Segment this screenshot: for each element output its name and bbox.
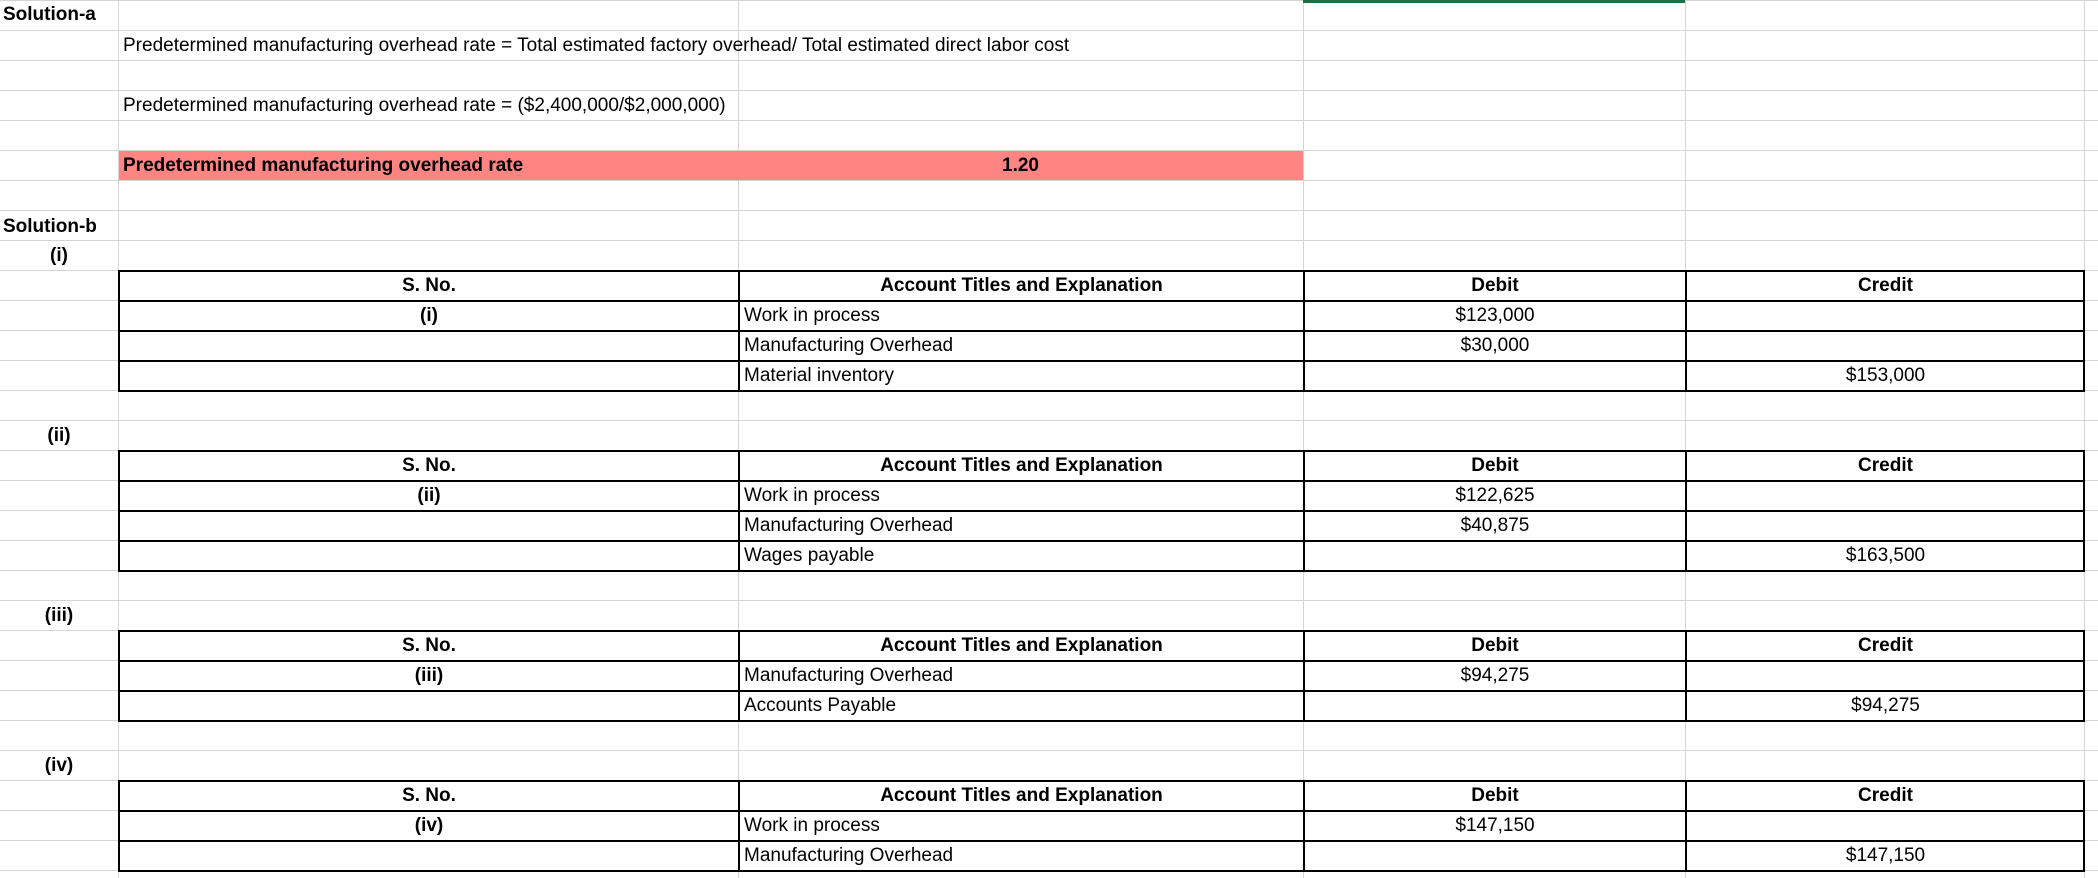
header-account[interactable]: Account Titles and Explanation	[880, 455, 1163, 476]
account-cell[interactable]: Work in process	[744, 305, 880, 326]
header-debit[interactable]: Debit	[1471, 785, 1519, 806]
gridline	[0, 240, 2098, 241]
header-debit[interactable]: Debit	[1471, 275, 1519, 296]
entry-label[interactable]: (ii)	[47, 425, 71, 446]
sno-cell[interactable]: (iii)	[414, 665, 444, 686]
credit-cell[interactable]	[1687, 661, 2084, 691]
calculation-text[interactable]: Predetermined manufacturing overhead rate = ($2,400,000/$2,000,000)	[123, 95, 726, 116]
credit-cell[interactable]: $94,275	[1851, 695, 1920, 716]
solution-a-label[interactable]: Solution-a	[3, 4, 96, 25]
gridline	[0, 600, 2098, 601]
header-sno[interactable]: S. No.	[402, 455, 456, 476]
debit-cell[interactable]	[1305, 361, 1685, 391]
header-credit[interactable]: Credit	[1858, 635, 1913, 656]
credit-cell[interactable]	[1687, 511, 2084, 541]
debit-cell[interactable]: $40,875	[1460, 515, 1530, 536]
overhead-rate-value[interactable]: 1.20	[1002, 155, 1039, 176]
account-cell[interactable]: Manufacturing Overhead	[744, 665, 954, 686]
debit-cell[interactable]: $122,625	[1455, 485, 1535, 506]
gridline	[1303, 0, 1304, 878]
debit-cell[interactable]	[1305, 541, 1685, 571]
header-account[interactable]: Account Titles and Explanation	[880, 785, 1163, 806]
header-credit[interactable]: Credit	[1858, 275, 1913, 296]
gridline	[0, 420, 2098, 421]
credit-cell[interactable]	[1687, 331, 2084, 361]
header-credit[interactable]: Credit	[1858, 785, 1913, 806]
overhead-rate-label[interactable]: Predetermined manufacturing overhead rate	[123, 155, 524, 176]
header-credit[interactable]: Credit	[1858, 455, 1913, 476]
gridline	[0, 0, 2098, 1]
account-cell[interactable]: Manufacturing Overhead	[744, 845, 954, 866]
entry-label[interactable]: (iii)	[44, 605, 74, 626]
header-debit[interactable]: Debit	[1471, 635, 1519, 656]
sno-cell[interactable]: (i)	[420, 305, 438, 326]
formula-text[interactable]: Predetermined manufacturing overhead rate = Total estimated factory overhead/ Total estimated direct labor cost	[123, 35, 1070, 56]
gridline	[118, 0, 119, 878]
header-sno[interactable]: S. No.	[402, 635, 456, 656]
header-debit[interactable]: Debit	[1471, 455, 1519, 476]
gridline	[2084, 0, 2085, 878]
header-account[interactable]: Account Titles and Explanation	[880, 275, 1163, 296]
account-cell[interactable]: Work in process	[744, 815, 880, 836]
credit-cell[interactable]: $147,150	[1845, 845, 1926, 866]
gridline	[0, 750, 2098, 751]
account-cell[interactable]: Manufacturing Overhead	[744, 335, 954, 356]
account-cell[interactable]: Manufacturing Overhead	[744, 515, 954, 536]
gridline	[738, 0, 739, 878]
debit-cell[interactable]: $147,150	[1455, 815, 1535, 836]
debit-cell[interactable]: $123,000	[1455, 305, 1535, 326]
account-cell[interactable]: Material inventory	[744, 365, 894, 386]
entry-label[interactable]: (iv)	[44, 755, 74, 776]
selection-border	[1303, 0, 1685, 3]
credit-cell[interactable]	[1687, 811, 2084, 841]
sno-cell[interactable]: (iv)	[414, 815, 444, 836]
debit-cell[interactable]	[1305, 841, 1685, 871]
header-account[interactable]: Account Titles and Explanation	[880, 635, 1163, 656]
debit-cell[interactable]	[1305, 691, 1685, 721]
debit-cell[interactable]: $94,275	[1460, 665, 1530, 686]
account-cell[interactable]: Accounts Payable	[744, 695, 897, 716]
credit-cell[interactable]: $163,500	[1845, 545, 1926, 566]
header-sno[interactable]: S. No.	[402, 785, 456, 806]
entry-label[interactable]: (i)	[50, 245, 68, 266]
gridline	[0, 210, 2098, 211]
debit-cell[interactable]: $30,000	[1460, 335, 1530, 356]
account-cell[interactable]: Work in process	[744, 485, 880, 506]
sno-cell[interactable]: (ii)	[417, 485, 441, 506]
gridline	[1685, 0, 1686, 878]
credit-cell[interactable]	[1687, 481, 2084, 511]
credit-cell[interactable]	[1687, 301, 2084, 331]
header-sno[interactable]: S. No.	[402, 275, 456, 296]
credit-cell[interactable]: $153,000	[1845, 365, 1926, 386]
solution-b-label[interactable]: Solution-b	[3, 216, 97, 237]
account-cell[interactable]: Wages payable	[744, 545, 875, 566]
